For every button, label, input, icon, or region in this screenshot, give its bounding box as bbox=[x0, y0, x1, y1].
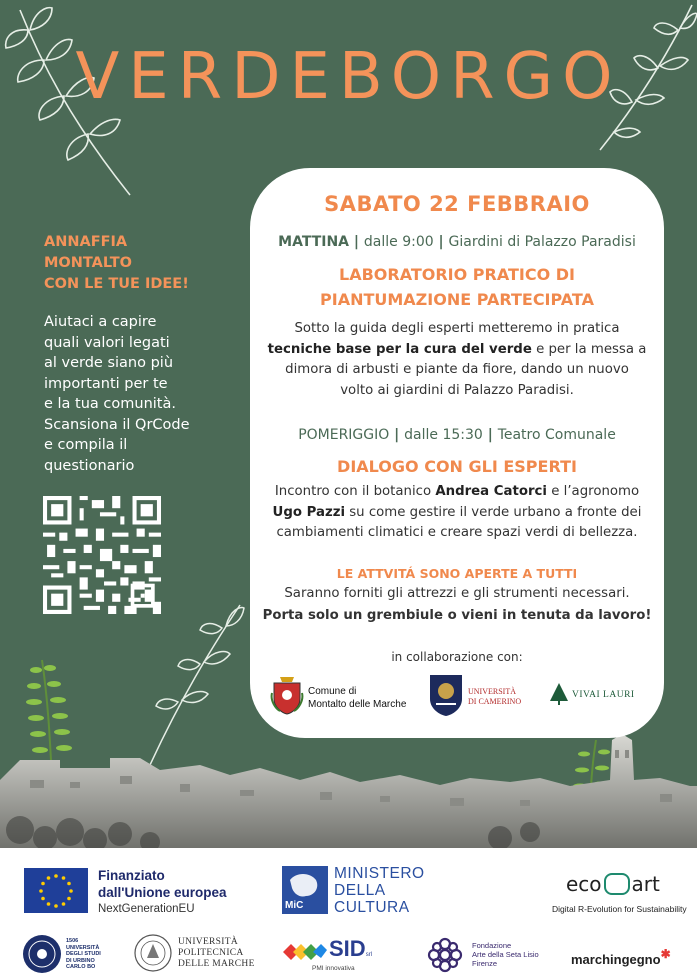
desc-text: su come gestire il verde urbano a fronte dei bbox=[345, 504, 642, 520]
fond-line: Fondazione bbox=[472, 941, 512, 950]
side-heading-line: ANNAFFIA bbox=[44, 234, 128, 250]
afternoon-place: Teatro Comunale bbox=[497, 427, 616, 443]
morning-title-line: LABORATORIO PRATICO DI bbox=[339, 265, 575, 284]
mic-text bbox=[334, 865, 425, 916]
comune-name bbox=[308, 685, 406, 711]
eu-ngeu: NextGenerationEU bbox=[98, 903, 195, 915]
afternoon-title: DIALOGO CON GLI ESPERTI bbox=[337, 457, 577, 476]
vivai-name: VIVAI LAURI bbox=[572, 690, 635, 700]
event-card bbox=[250, 168, 664, 738]
ecoart-text: eco bbox=[566, 872, 602, 896]
march-text: marchingegno bbox=[571, 952, 661, 967]
sid-logo-text bbox=[329, 936, 372, 962]
sid-text: SID bbox=[329, 936, 366, 961]
morning-description bbox=[250, 319, 664, 401]
fond-line: Arte della Seta Lisio bbox=[472, 950, 539, 959]
side-heading bbox=[44, 232, 224, 295]
fondazione-text bbox=[472, 941, 539, 968]
desc-line: volto ai giardini di Palazzo Paradisi. bbox=[340, 382, 574, 398]
ecoart-text: art bbox=[631, 872, 660, 896]
desc-text: e l’agronomo bbox=[547, 484, 640, 499]
morning-label: MATTINA bbox=[278, 234, 350, 250]
ecoart-icon bbox=[604, 873, 630, 895]
side-text-line: e compila il bbox=[44, 437, 128, 453]
side-text-line: Aiutaci a capire bbox=[44, 314, 157, 330]
eu-line: Finanziato bbox=[98, 868, 165, 883]
vivai-tree-icon bbox=[550, 683, 568, 705]
comune-line: Comune di bbox=[308, 686, 357, 697]
urbino-line: CARLO BO bbox=[66, 964, 96, 970]
comune-crest-icon bbox=[270, 675, 304, 715]
afternoon-schedule: POMERIGGIO | dalle 15:30 | Teatro Comunale bbox=[298, 427, 616, 443]
mic-badge: MiC bbox=[285, 900, 304, 911]
collab-label: in collaborazione con: bbox=[391, 650, 523, 664]
comune-line: Montalto delle Marche bbox=[308, 699, 407, 710]
urbino-line: DI URBINO bbox=[66, 957, 95, 964]
morning-title bbox=[250, 262, 664, 312]
poster-title: VERDEBORGO bbox=[75, 40, 622, 114]
side-text-line: Scansiona il QrCode bbox=[44, 416, 190, 433]
urbino-line: 1506 bbox=[66, 938, 79, 944]
eu-text bbox=[98, 867, 226, 901]
side-text-line: importanti per te bbox=[44, 375, 168, 392]
afternoon-time: dalle 15:30 bbox=[404, 427, 483, 443]
qr-code[interactable] bbox=[43, 496, 161, 614]
desc-bold: tecniche base per la cura del verde bbox=[267, 341, 532, 357]
eu-line: dall'Unione europea bbox=[98, 885, 227, 900]
side-text-line: e la tua comunità. bbox=[44, 396, 176, 412]
note-line-bold: Porta solo un grembiule o vieni in tenuta da lavoro! bbox=[262, 608, 652, 623]
desc-line: dimora di arbusti e piante da fiore, dando un nuovo bbox=[285, 362, 629, 377]
desc-line bbox=[250, 503, 664, 524]
morning-schedule: MATTINA | dalle 9:00 | Giardini di Palazzo Paradisi bbox=[278, 234, 636, 250]
urbino-line: UNIVERSITÀ bbox=[66, 944, 100, 951]
event-date: SABATO 22 FEBBRAIO bbox=[324, 192, 590, 216]
desc-text: e per la messa a bbox=[531, 341, 647, 357]
mic-line: CULTURA bbox=[334, 899, 410, 916]
side-text bbox=[44, 312, 214, 476]
univpm-text bbox=[178, 937, 255, 970]
univpm-line: UNIVERSITÀ bbox=[178, 937, 238, 947]
desc-line bbox=[250, 340, 664, 361]
morning-place: Giardini di Palazzo Paradisi bbox=[448, 234, 636, 250]
univpm-seal-icon bbox=[134, 934, 172, 972]
sponsor-footer bbox=[0, 848, 697, 976]
mic-line: DELLA bbox=[334, 882, 386, 899]
side-heading-line: MONTALTO bbox=[44, 255, 132, 271]
sid-logo-icon bbox=[283, 940, 327, 964]
desc-text: Incontro con il botanico bbox=[274, 484, 436, 499]
eu-flag-icon bbox=[24, 868, 88, 913]
marchingegno-logo bbox=[571, 947, 671, 967]
partner-logos bbox=[268, 673, 648, 717]
ecoart-tag: Digital R-Evolution for Sustainability bbox=[552, 904, 687, 914]
desc-line: Sotto la guida degli esperti metteremo in pratica bbox=[294, 321, 620, 336]
sid-tag: PMI innovativa bbox=[312, 965, 355, 972]
town-skyline-image bbox=[0, 720, 697, 848]
unicam-line: UNIVERSITÀ bbox=[468, 687, 516, 696]
side-heading-line: CON LE TUE IDEE! bbox=[44, 276, 189, 292]
unicam-shield-icon bbox=[428, 673, 464, 717]
univpm-line: DELLE MARCHE bbox=[178, 959, 255, 969]
desc-bold: Andrea Catorci bbox=[435, 484, 547, 499]
urbino-seal-icon bbox=[22, 934, 62, 974]
side-text-line: al verde siano più bbox=[44, 355, 174, 371]
urbino-text bbox=[66, 938, 101, 971]
afternoon-description bbox=[250, 482, 664, 544]
urbino-line: DEGLI STUDI bbox=[66, 951, 101, 957]
desc-bold: Ugo Pazzi bbox=[272, 504, 346, 520]
morning-title-line: PIANTUMAZIONE PARTECIPATA bbox=[320, 290, 594, 309]
desc-line: cambiamenti climatici e creare spazi verdi di bellezza. bbox=[276, 525, 638, 540]
marchingegno-star-icon: ✱ bbox=[660, 947, 671, 961]
note-line: Saranno forniti gli attrezzi e gli strumenti necessari. bbox=[284, 586, 630, 601]
fond-line: Firenze bbox=[472, 959, 498, 968]
side-text-line: quali valori legati bbox=[44, 334, 170, 351]
afternoon-label: POMERIGGIO bbox=[298, 427, 390, 443]
desc-line bbox=[250, 482, 664, 503]
ecoart-logo bbox=[566, 872, 660, 896]
unicam-line: DI CAMERINO bbox=[468, 697, 522, 706]
unicam-name bbox=[468, 687, 521, 707]
note-heading: LE ATTVITÁ SONO APERTE A TUTTI bbox=[336, 566, 578, 581]
morning-time: dalle 9:00 bbox=[363, 234, 434, 250]
sid-srl: srl bbox=[365, 952, 373, 958]
fondazione-flower-icon bbox=[426, 936, 464, 974]
side-text-line: questionario bbox=[44, 457, 135, 474]
mic-line: MINISTERO bbox=[334, 865, 425, 882]
univpm-line: POLITECNICA bbox=[178, 948, 244, 958]
